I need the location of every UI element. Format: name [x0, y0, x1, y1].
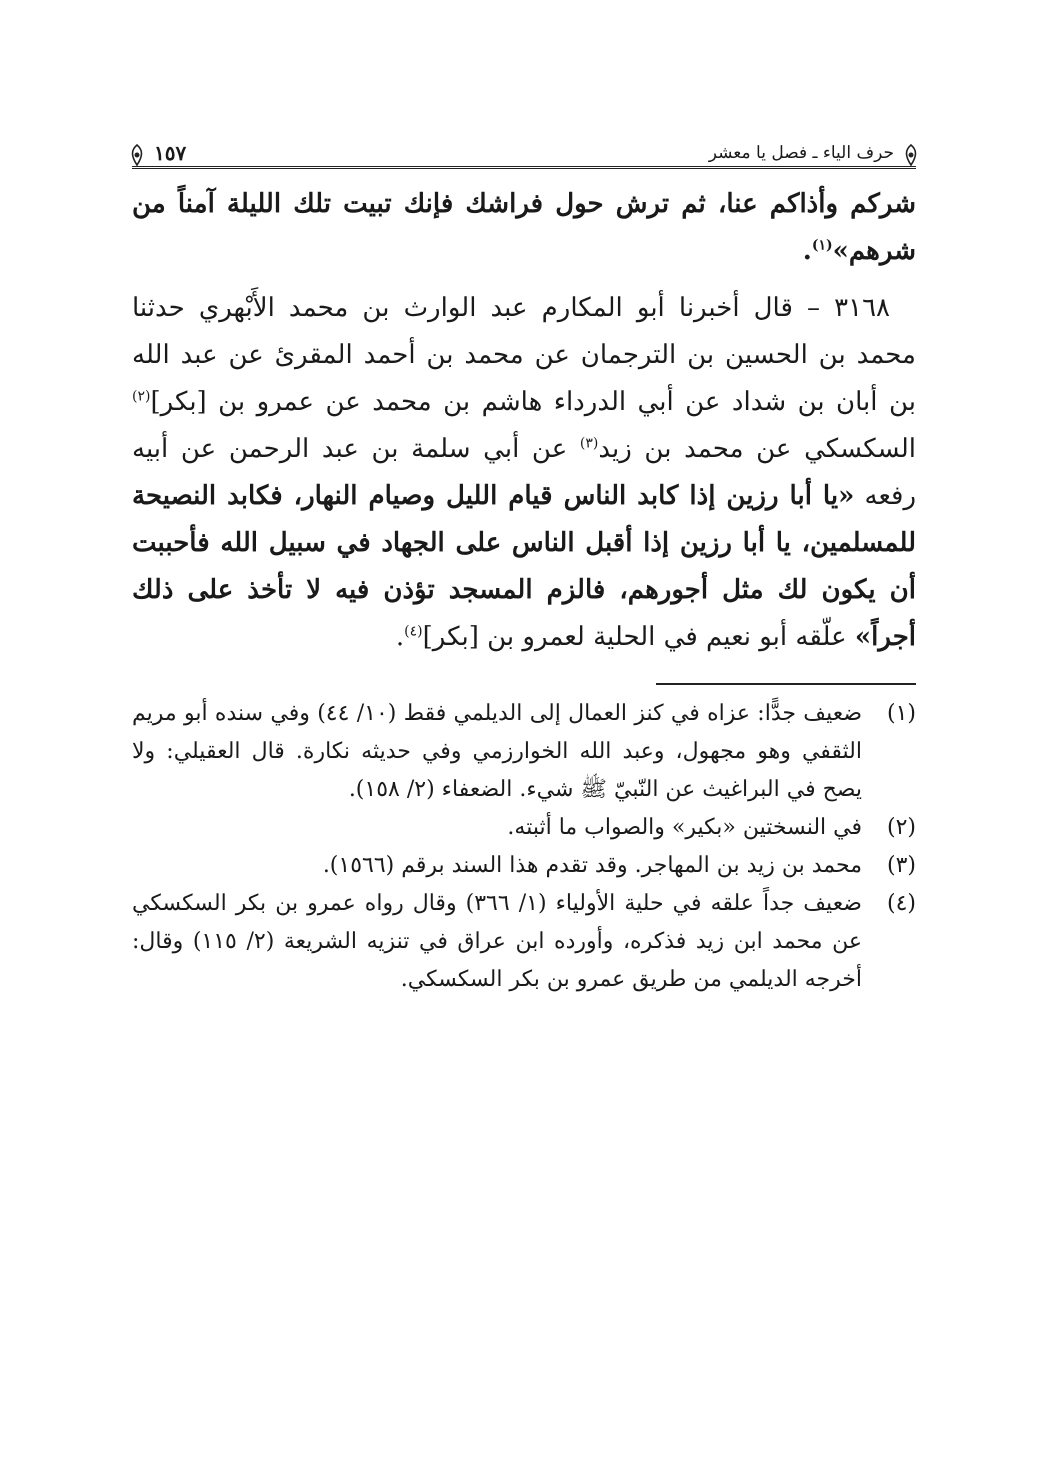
footnote-item [132, 847, 916, 885]
ornament-icon [128, 144, 146, 166]
footnote-text: ضعيف جدًّا: عزاه في كنز العمال إلى الديلمي فقط (١٠/ ٤٤) وفي سنده أبو مريم الثقفي وهو مجهول، وعبد الله الخوارزمي وفي حديثه نكارة. قال العقيلي: ولا يصح في البراغيث عن النّبيّ ﷺ شيء. الضعفاء (٢/ ١٥٨). [132, 701, 862, 802]
page [132, 130, 916, 999]
main-text [132, 181, 916, 661]
hadith-paragraph [132, 285, 916, 661]
footnote-text: ضعيف جداً علقه في حلية الأولياء (١/ ٣٦٦) وقال رواه عمرو بن بكر السكسكي عن محمد ابن زيد فذكره، وأورده ابن عراق في تنزيه الشريعة (٢/ ١١٥) وقال: أخرجه الديلمي من طريق عمرو بن بكر السكسكي. [132, 891, 862, 992]
isnad-text: ٣١٦٨ – قال أخبرنا أبو المكارم عبد الوارث بن محمد الأَبْهري حدثنا محمد بن الحسين بن الترجمان عن محمد بن أحمد المقرئ عن عبد الله بن أبان بن شداد عن أبي الدرداء هاشم بن محمد عن عمرو بن [بكر] [132, 293, 916, 417]
source-text: علّقه أبو نعيم في الحلية لعمرو بن [بكر] [422, 622, 847, 652]
matn-text: «يا أبا رزين إذا كابد الناس قيام الليل وصيام النهار، فكابد النصيحة للمسلمين، يا أبا رزين إذا أقبل الناس على الجهاد في سبيل الله فأحببت أن يكون لك مثل أجورهم، فالزم المسجد تؤذن فيه لا تأخذ على ذلك أجراً» [132, 481, 916, 652]
footnote-divider [656, 683, 916, 685]
footnote-item [132, 885, 916, 999]
page-number: ١٥٧ [154, 141, 187, 165]
footnote-ref[interactable]: (٤) [404, 623, 423, 640]
footnote-number: (٤) [886, 891, 916, 916]
running-title: حرف الياء ـ فصل يا معشر [708, 143, 894, 163]
paragraph-text: شركم وأذاكم عنا، ثم ترش حول فراشك فإنك تبيت تلك الليلة آمناً من شرهم» [132, 189, 916, 266]
footnote-ref[interactable]: (١) [811, 237, 833, 254]
isnad-text: عن أبي سلمة بن عبد الرحمن عن أبيه رفعه [132, 434, 917, 511]
footnotes [132, 695, 916, 999]
paragraph-end: . [395, 622, 405, 652]
footnote-item [132, 809, 916, 847]
paragraph-continuation [132, 181, 916, 275]
footnote-ref[interactable]: (٢) [132, 388, 151, 405]
footnote-number: (٣) [886, 853, 916, 878]
ornament-icon [902, 144, 920, 166]
footnote-ref[interactable]: (٣) [579, 435, 599, 452]
footnote-item [132, 695, 916, 809]
paragraph-end: . [802, 236, 812, 266]
footnote-number: (٢) [886, 815, 916, 840]
footnote-text: في النسختين «بكير» والصواب ما أثبته. [507, 815, 862, 840]
isnad-text: السكسكي عن محمد بن زيد [598, 434, 916, 464]
footnote-number: (١) [886, 701, 916, 726]
running-header [132, 130, 916, 169]
footnote-text: محمد بن زيد بن المهاجر. وقد تقدم هذا السند برقم (١٥٦٦). [322, 853, 862, 878]
